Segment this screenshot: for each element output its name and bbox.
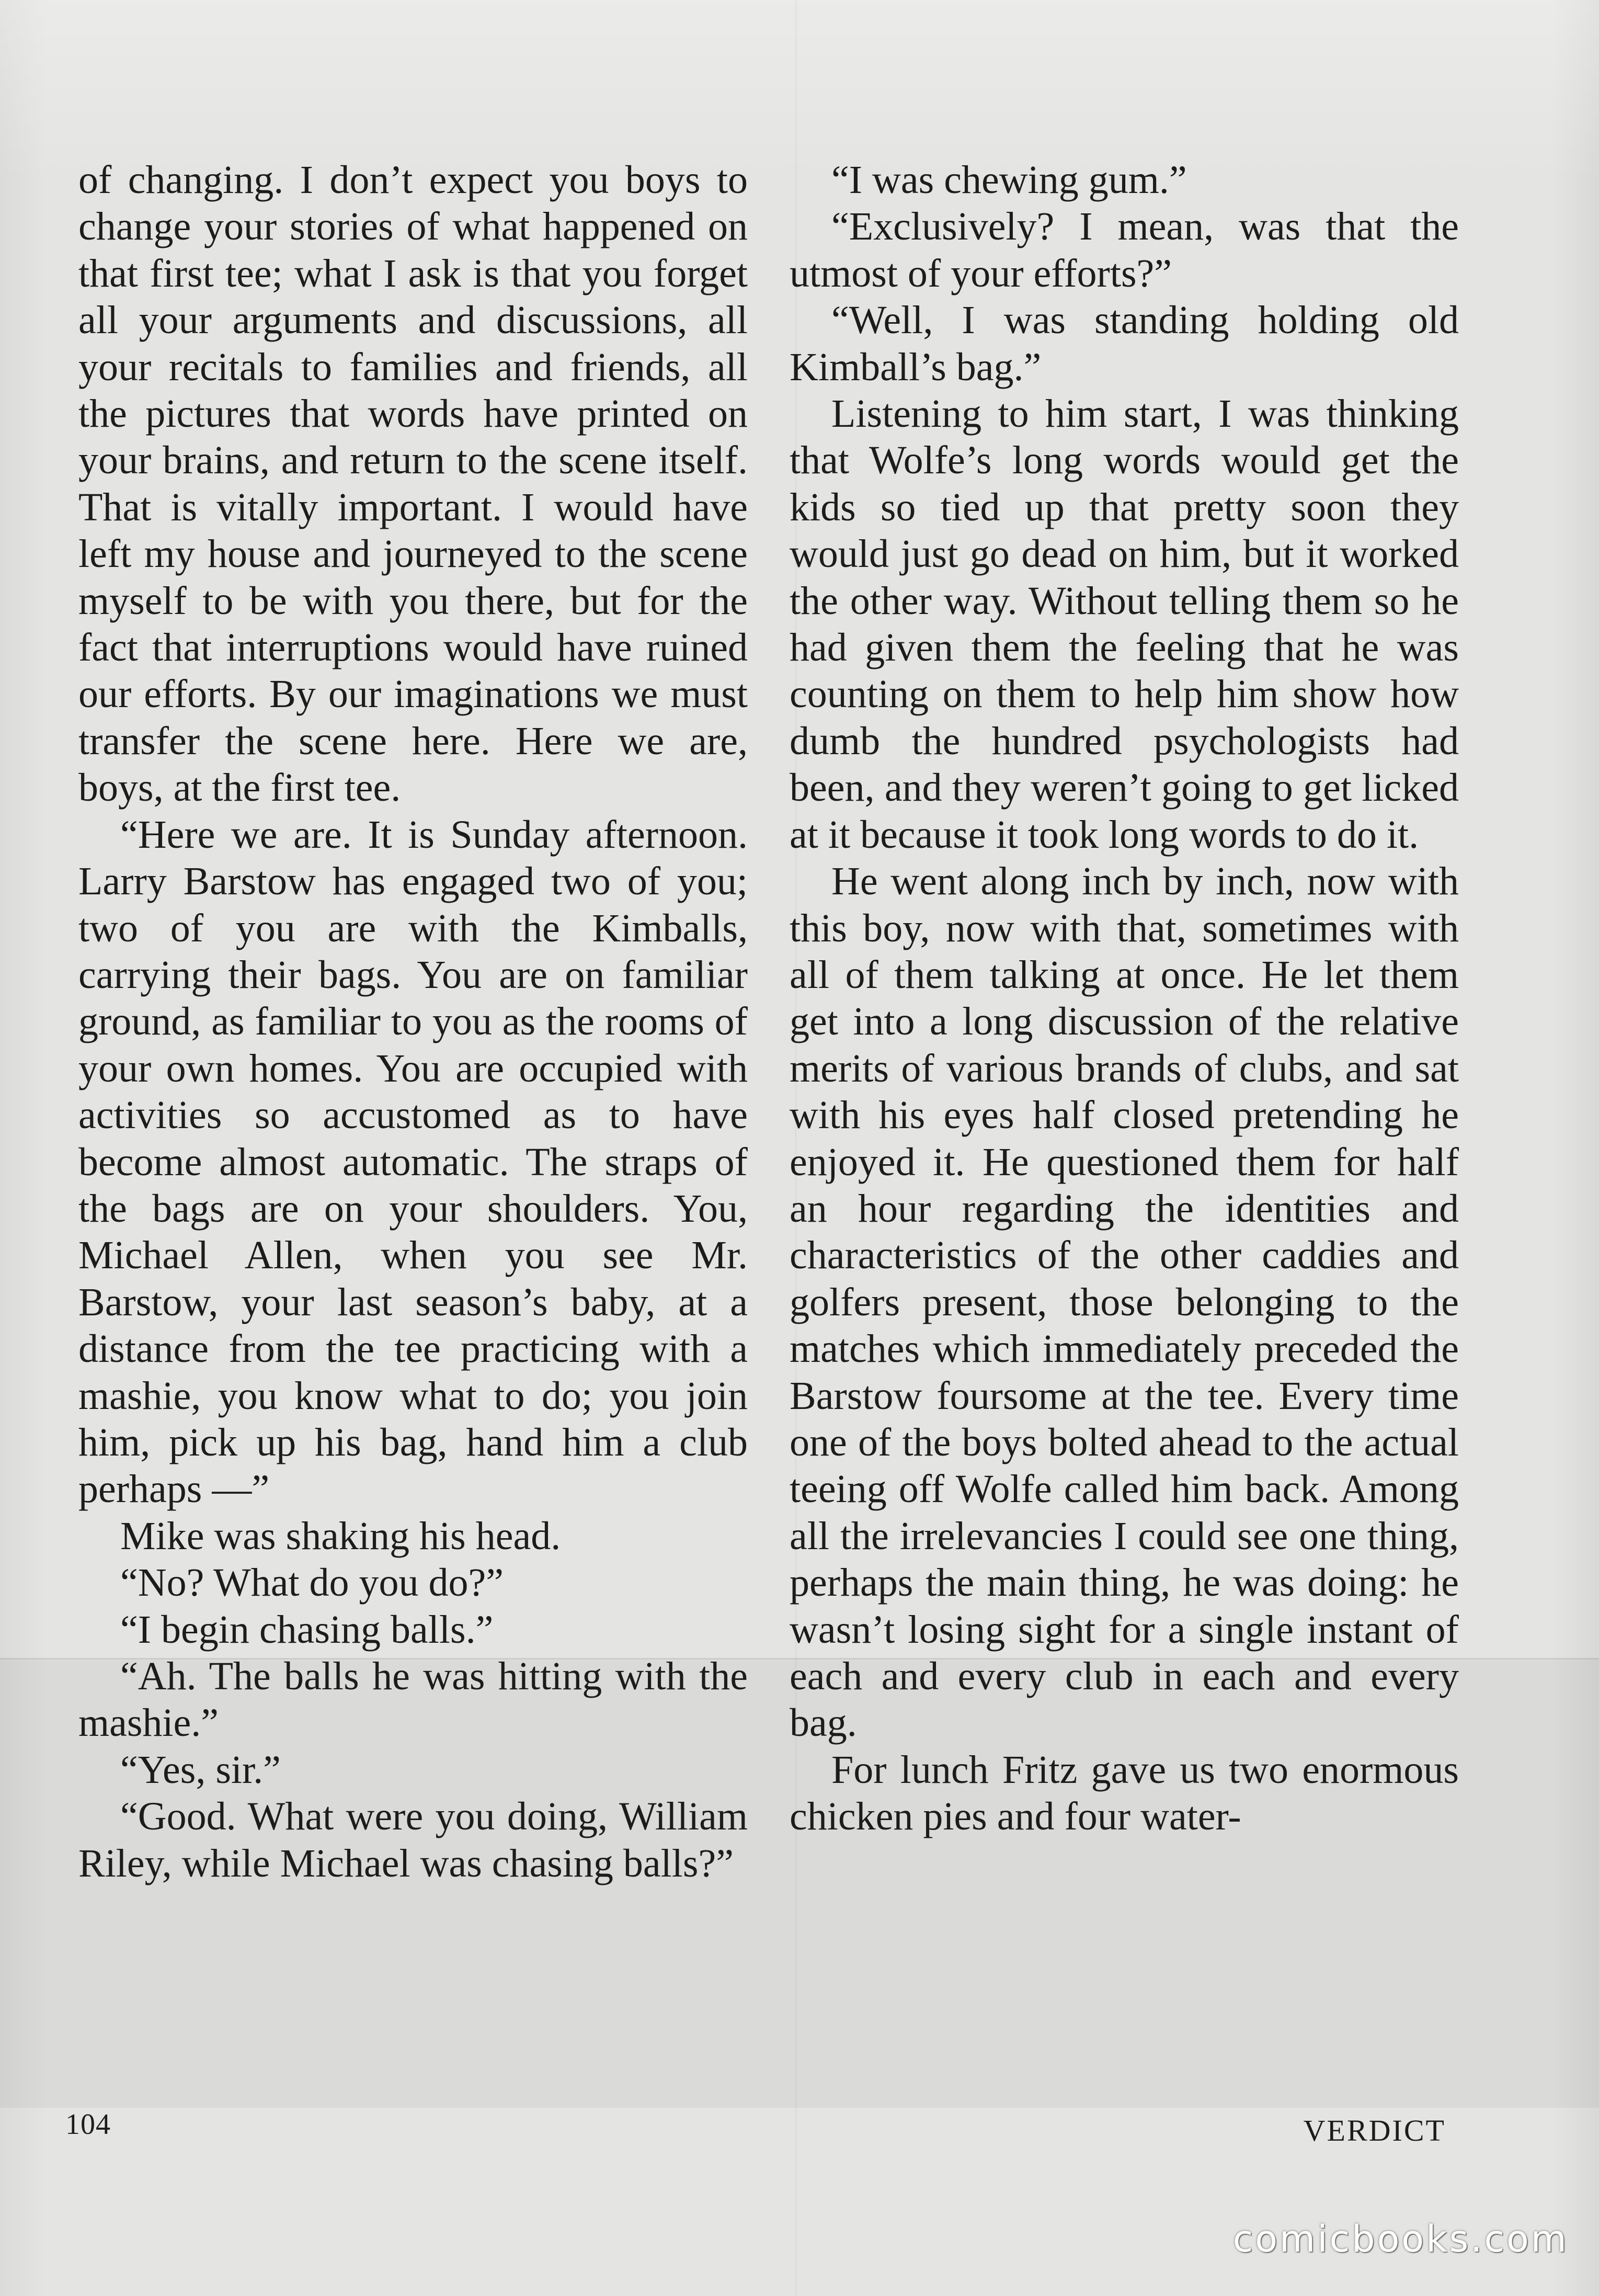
paragraph: “Ah. The balls he was hitting with the mashie.” <box>78 1654 748 1745</box>
paragraph: “No? What do you do?” <box>120 1561 504 1605</box>
magazine-title-footer: VERDICT <box>1303 2113 1446 2147</box>
paragraph: “Here we are. It is Sunday afternoon. Larry Barstow has engaged two of you; two of you are with the Kimballs, carrying their bags. You are on familiar ground, as familiar to you as the rooms of your own homes. You are occupied with activities so accustomed as to have become almost automatic. The straps of the bags are on your shoulders. You, Michael Allen, when you see Mr. Barstow, your last season’s baby, at a distance from the tee practicing with a mashie, you know what to do; you join him, pick up his bag, hand him a club perhaps —” <box>78 812 748 1511</box>
paragraph: “Well, I was standing holding old Kimball’s bag.” <box>790 298 1459 389</box>
paragraph: “Exclusively? I mean, was that the utmost of your efforts?” <box>790 204 1459 295</box>
paragraph: of changing. I don’t expect you boys to change your stories of what happened on that first tee; what I ask is that you forget all your arguments and discussions, all your recitals to families and friends, all the pictures that words have printed on your brains, and return to the scene itself. That is vitally important. I would have left my house and journeyed to the scene myself to be with you there, but for the fact that interruptions would have ruined our efforts. By our imaginations we must transfer the scene here. Here we are, boys, at the first tee. <box>78 158 748 810</box>
paragraph: Listening to him start, I was thinking that Wolfe’s long words would get the kids so tied up that pretty soon they would just go dead on him, but it worked the other way. Without telling them so he had given them the feeling that he was counting on them to help him show how dumb the hundred psychologists had been, and they weren’t going to get licked at it because it took long words to do it. <box>790 392 1459 857</box>
left-text-column <box>78 157 748 1887</box>
paragraph: “Good. What were you doing, William Riley, while Michael was chasing balls?” <box>78 1794 748 1885</box>
paragraph: “I was chewing gum.” <box>831 158 1187 202</box>
source-watermark: comicbooks.com <box>1232 2218 1569 2260</box>
paragraph: “Yes, sir.” <box>120 1747 281 1792</box>
paragraph: “I begin chasing balls.” <box>120 1607 494 1652</box>
right-text-column <box>790 157 1459 1840</box>
paragraph: For lunch Fritz gave us two enormous chicken pies and four water- <box>790 1747 1459 1839</box>
paragraph: He went along inch by inch, now with this boy, now with that, sometimes with all of them talking at once. He let them get into a long discussion of the relative merits of various brands of clubs, and sat with his eyes half closed pretending he enjoyed it. He questioned them for half an hour regarding the identities and characteristics of the other caddies and golfers present, those belonging to the matches which immediately preceded the Barstow foursome at the tee. Every time one of the boys bolted ahead to the actual teeing off Wolfe called him back. Among all the irrelevancies I could see one thing, perhaps the main thing, he was doing: he wasn’t losing sight for a single instant of each and every club in each and every bag. <box>790 859 1459 1745</box>
page-number: 104 <box>65 2108 111 2141</box>
paragraph: Mike was shaking his head. <box>120 1514 561 1558</box>
